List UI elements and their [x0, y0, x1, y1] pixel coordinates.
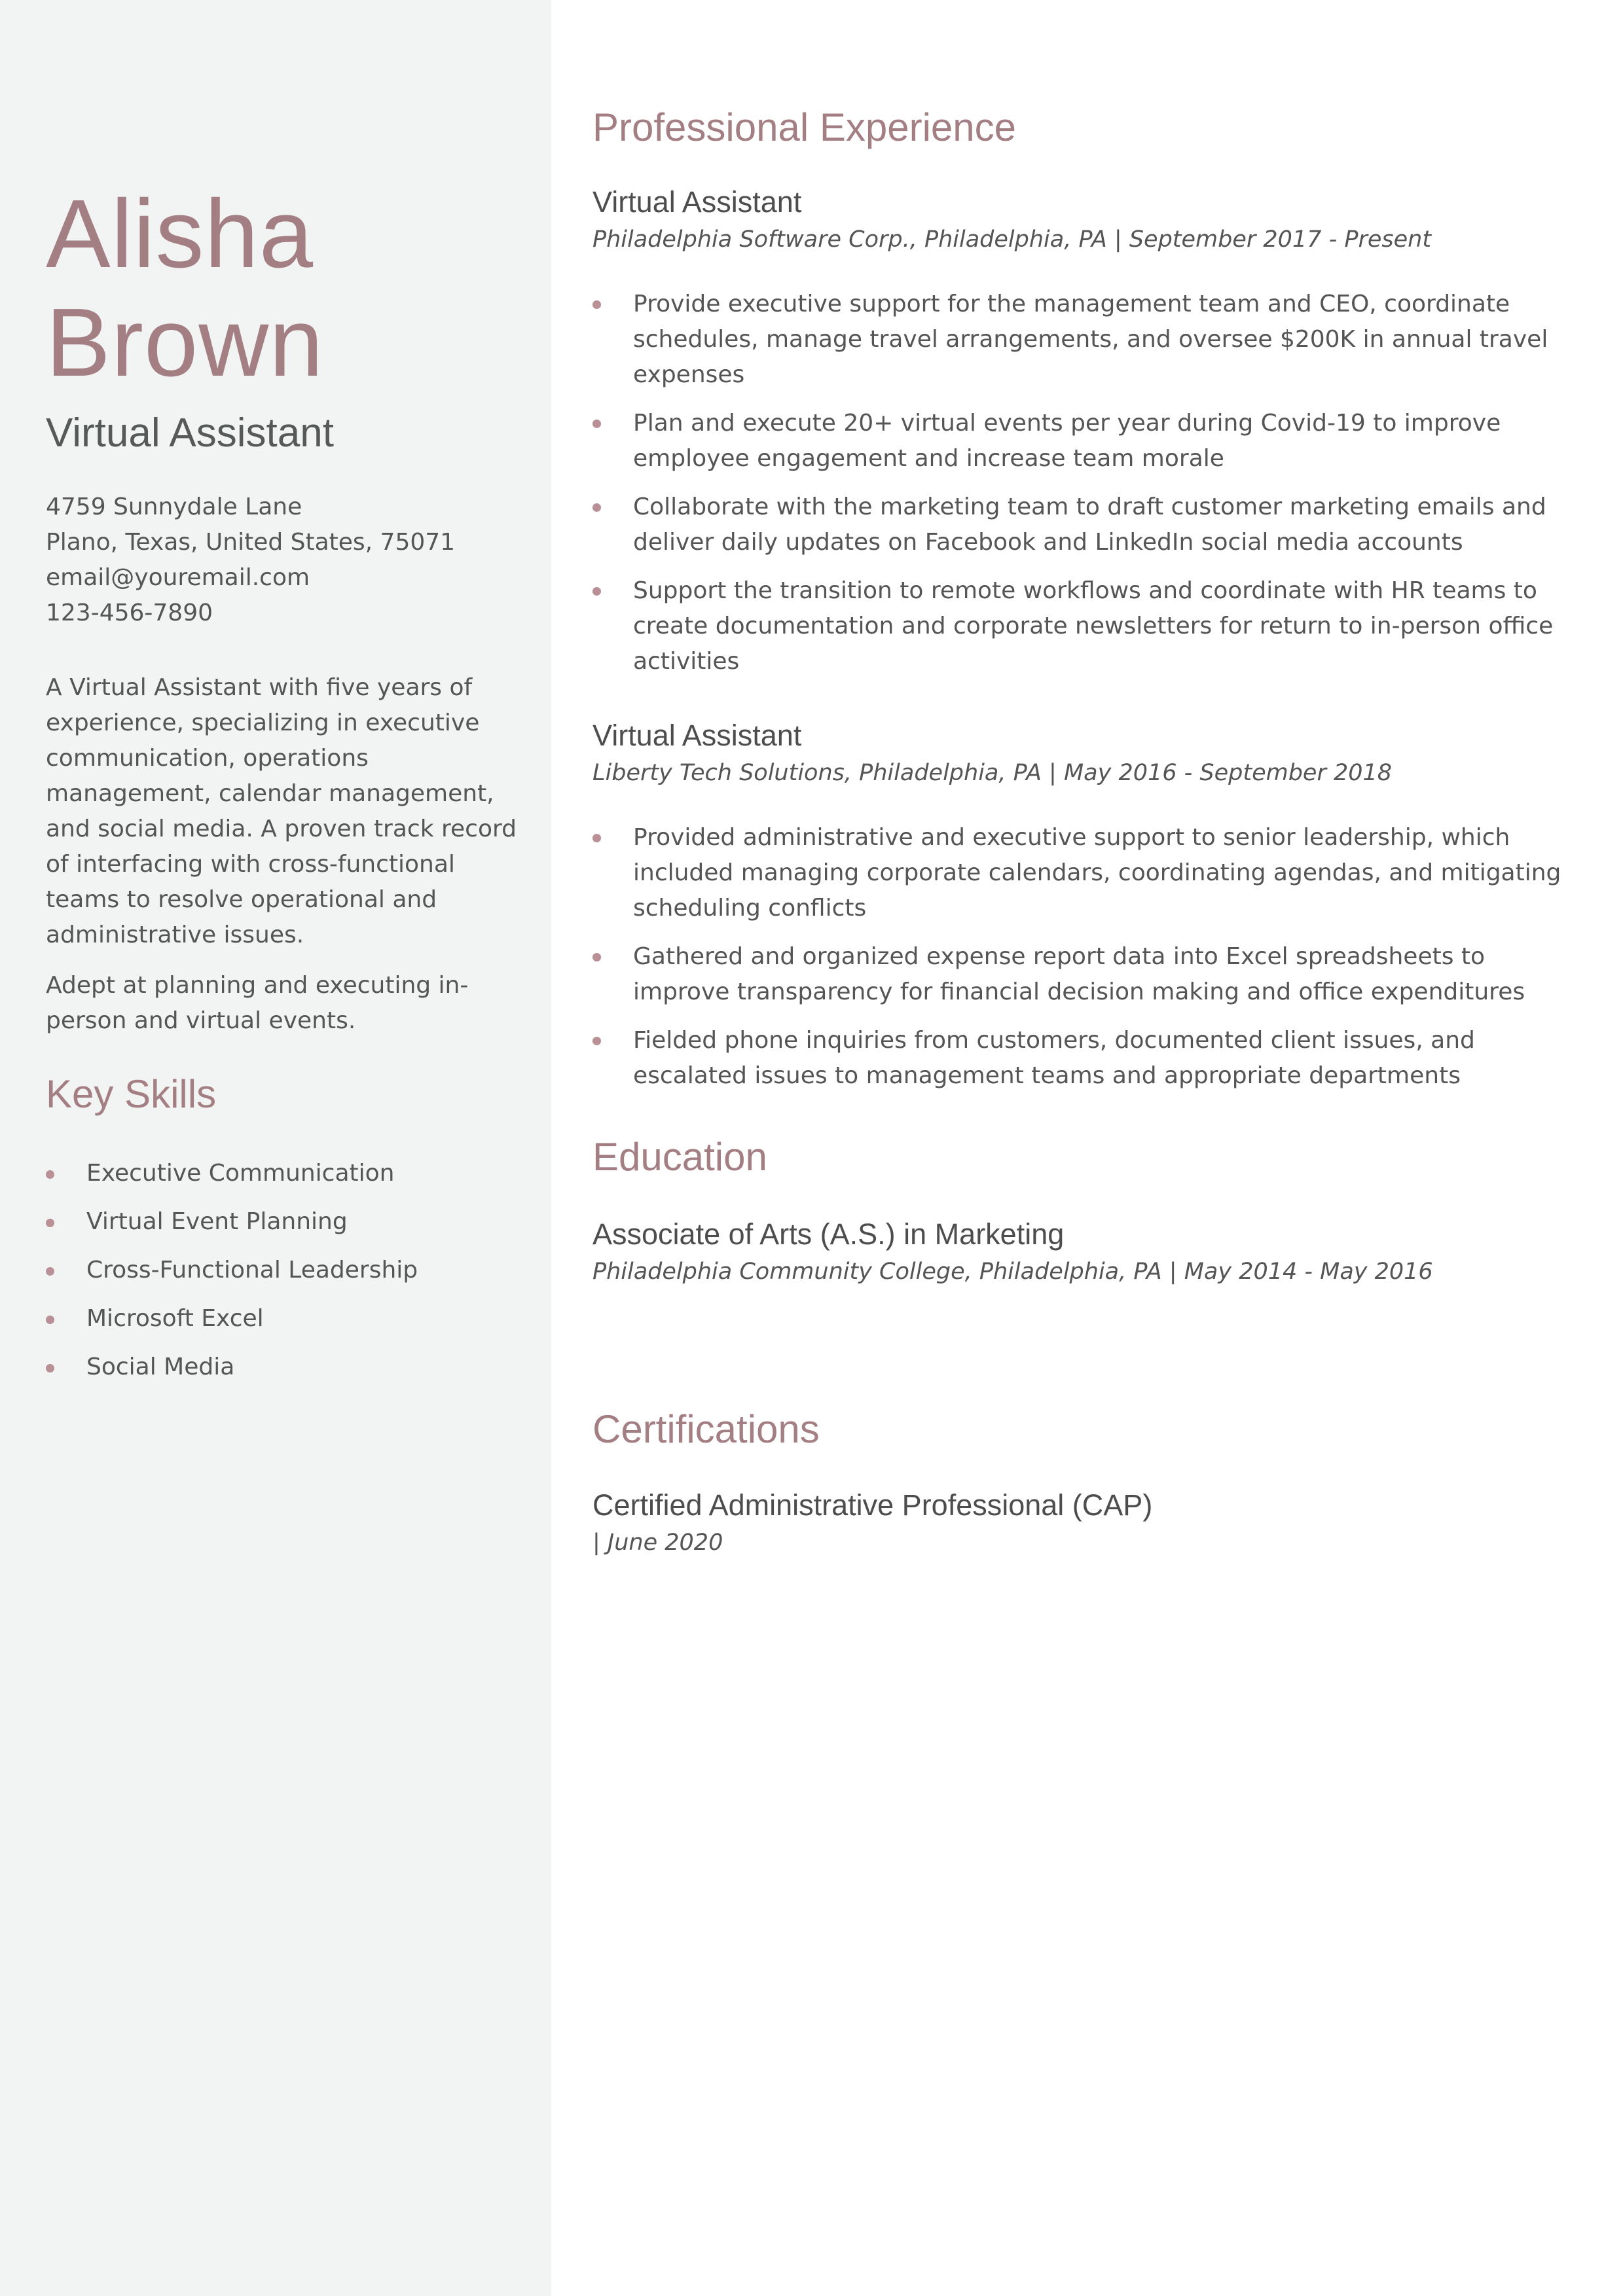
job-bullet-text: Provide executive support for the management team and CEO, coordinate schedules, manage travel arrangements, and oversee $200K in annual travel expenses	[633, 291, 1548, 388]
sidebar	[0, 0, 551, 2296]
skill-label: Microsoft Excel	[86, 1305, 264, 1332]
experience-heading: Professional Experience	[593, 105, 1017, 149]
certification-entry	[593, 1486, 1575, 1560]
bullet-icon	[46, 1170, 54, 1179]
candidate-name	[46, 180, 324, 397]
job-bullet-text: Collaborate with the marketing team to draft customer marketing emails and deliver daily updates on Facebook and LinkedIn social media accounts	[633, 493, 1546, 556]
bullet-icon	[593, 420, 601, 428]
certifications-heading: Certifications	[593, 1407, 820, 1451]
skills-heading: Key Skills	[46, 1072, 217, 1116]
job-bullet	[593, 406, 1575, 476]
phone: 123-456-7890	[46, 600, 213, 626]
skill-item	[46, 1253, 530, 1288]
skills-list	[46, 1156, 530, 1398]
summary-paragraph: A Virtual Assistant with five years of experience, specializing in executive communication, operations management, calendar management, and social media. A proven track record of interfacing with cross-functional teams to resolve operational and administrative issues.	[46, 674, 517, 948]
job-bullet-text: Plan and execute 20+ virtual events per year during Covid-19 to improve employee engagement and increase team morale	[633, 410, 1501, 472]
job-bullet	[593, 820, 1575, 926]
job-bullets	[593, 820, 1575, 1094]
last-name: Brown	[46, 289, 324, 397]
bullet-icon	[46, 1316, 54, 1324]
summary-paragraph: Adept at planning and executing in-person and virtual events.	[46, 972, 469, 1034]
skill-item	[46, 1350, 530, 1385]
job-bullet	[593, 939, 1575, 1010]
job-bullet	[593, 573, 1575, 679]
job-bullet	[593, 287, 1575, 393]
skill-item	[46, 1301, 530, 1336]
bullet-icon	[46, 1219, 54, 1227]
bullet-icon	[593, 834, 601, 842]
job-headline: Virtual Assistant	[46, 410, 334, 456]
first-name: Alisha	[46, 180, 314, 288]
contact-block	[46, 490, 517, 631]
job-bullet	[593, 1023, 1575, 1094]
job-bullet-text: Support the transition to remote workflows and coordinate with HR teams to create documentation and corporate newsletters for return to in-person office activities	[633, 577, 1554, 675]
job-entry	[593, 183, 1575, 679]
job-bullet-text: Gathered and organized expense report data into Excel spreadsheets to improve transparency for financial decision making and office expenditures	[633, 943, 1525, 1005]
skill-label: Executive Communication	[86, 1160, 395, 1187]
skill-item	[46, 1156, 530, 1191]
bullet-icon	[593, 503, 601, 512]
job-bullet-text: Provided administrative and executive support to senior leadership, which included managing corporate calendars, coordinating agendas, and mitigating scheduling conflicts	[633, 824, 1561, 922]
email: email@youremail.com	[46, 564, 310, 591]
address-line-2: Plano, Texas, United States, 75071	[46, 529, 456, 556]
certifications-section	[593, 1403, 1575, 1560]
skill-label: Social Media	[86, 1354, 235, 1380]
education-meta: Philadelphia Community College, Philadelphia, PA | May 2014 - May 2016	[593, 1259, 1433, 1285]
skill-item	[46, 1204, 530, 1240]
job-title: Virtual Assistant	[593, 185, 802, 219]
address-line-1: 4759 Sunnydale Lane	[46, 493, 302, 520]
bullet-icon	[593, 953, 601, 961]
degree-title: Associate of Arts (A.S.) in Marketing	[593, 1217, 1065, 1251]
education-entry	[593, 1215, 1575, 1289]
job-title: Virtual Assistant	[593, 719, 802, 752]
job-meta: Liberty Tech Solutions, Philadelphia, PA | May 2016 - September 2018	[593, 760, 1393, 786]
bullet-icon	[593, 300, 601, 309]
skill-label: Cross-Functional Leadership	[86, 1257, 418, 1283]
job-meta: Philadelphia Software Corp., Philadelphia, PA | September 2017 - Present	[593, 226, 1432, 253]
bullet-icon	[593, 587, 601, 596]
bullet-icon	[593, 1037, 601, 1045]
education-section	[593, 1131, 1575, 1289]
skill-label: Virtual Event Planning	[86, 1208, 348, 1235]
certification-meta: | June 2020	[593, 1530, 723, 1556]
job-bullet	[593, 490, 1575, 560]
education-heading: Education	[593, 1135, 767, 1179]
certification-title: Certified Administrative Professional (CAP)	[593, 1488, 1153, 1522]
experience-section	[593, 101, 1575, 1107]
bullet-icon	[46, 1364, 54, 1372]
summary	[46, 670, 530, 1054]
job-bullets	[593, 287, 1575, 679]
job-bullet-text: Fielded phone inquiries from customers, documented client issues, and escalated issues to management teams and appropriate departments	[633, 1027, 1475, 1089]
bullet-icon	[46, 1267, 54, 1276]
job-entry	[593, 716, 1575, 1094]
